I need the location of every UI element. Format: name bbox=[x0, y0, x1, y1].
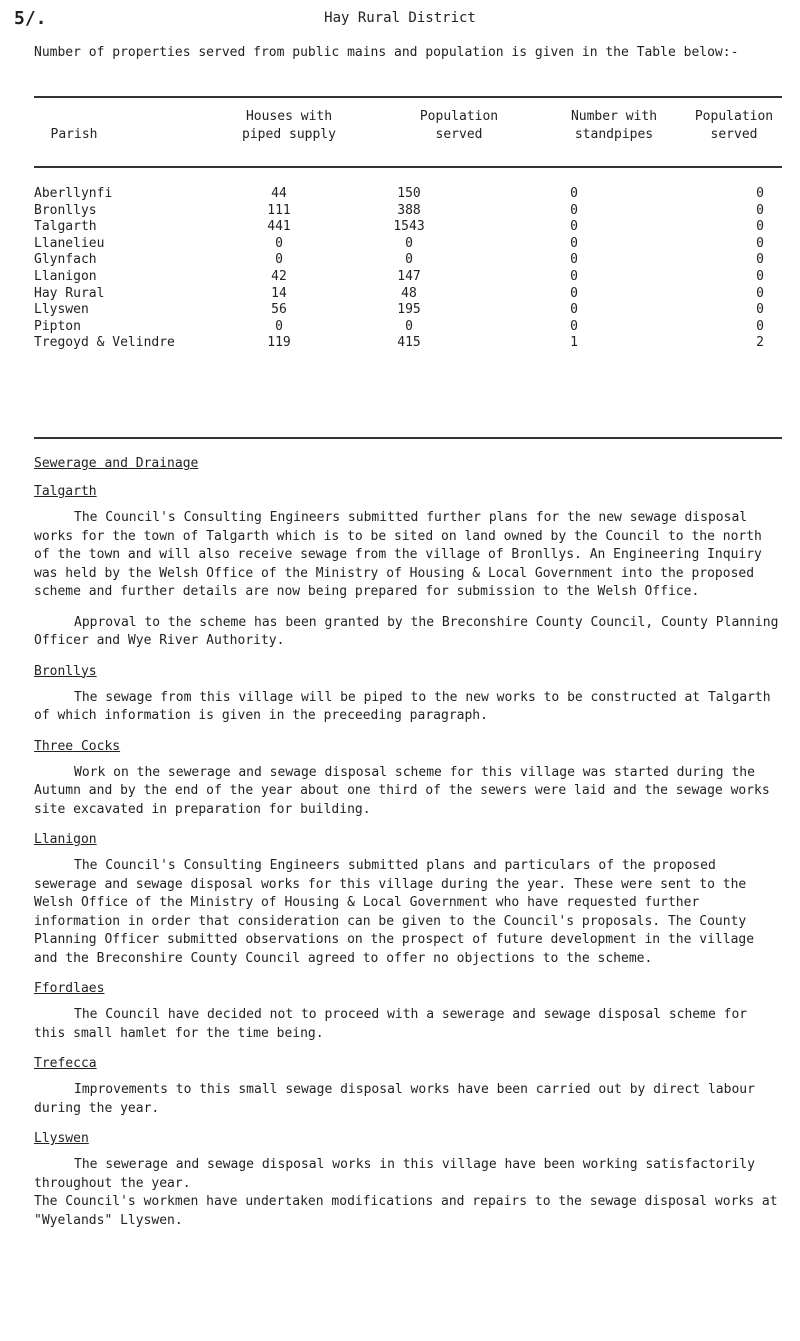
parish-cell: Llanigon bbox=[34, 268, 97, 284]
population-cell: 48 bbox=[401, 285, 417, 301]
parish-cell: Llyswen bbox=[34, 302, 89, 318]
table-row bbox=[34, 269, 764, 286]
houses-cell: 0 bbox=[275, 318, 283, 334]
parish-cell: Tregoyd & Velindre bbox=[34, 335, 175, 351]
population-cell: 1543 bbox=[393, 219, 425, 235]
paragraph: Work on the sewerage and sewage disposal scheme for this village was started during the Autumn and by the end of the year about one third of the sewers were laid and the sewage works site excavated in preparation for building. bbox=[34, 764, 770, 817]
table-row bbox=[34, 302, 764, 319]
subheading-talgarth: Talgarth bbox=[34, 484, 97, 499]
standpipes-cell: 1 bbox=[570, 335, 578, 351]
table-row bbox=[34, 236, 764, 253]
paragraph: The Council's Consulting Engineers submitted further plans for the new sewage disposal works for the town of Talgarth which is to be sited on land owned by the Council to the north of the town and will also receive sewage from the village of Bronllys. An Engineering Inquiry was held by the Welsh Office of the Ministry of Housing & Local Government into the proposed scheme and further details are now being prepared for submission to the Welsh Office. bbox=[34, 510, 762, 599]
header-houses: Houses with piped supply bbox=[242, 109, 336, 142]
table-row bbox=[34, 335, 764, 352]
table-row bbox=[34, 319, 764, 336]
subheading-bronllys: Bronllys bbox=[34, 663, 97, 679]
paragraph: The sewage from this village will be piped to the new works to be constructed at Talgarth of which information is given in the preceeding paragraph. bbox=[34, 689, 771, 723]
parish-cell: Talgarth bbox=[34, 219, 97, 235]
houses-cell: 119 bbox=[267, 335, 291, 351]
parish-cell: Aberllynfi bbox=[34, 186, 113, 201]
page-number: 5/. bbox=[14, 8, 47, 29]
standpipes-cell: 0 bbox=[570, 202, 578, 218]
standpipes-cell: 0 bbox=[570, 268, 578, 284]
population-cell: 195 bbox=[397, 302, 421, 318]
header-population-served-2: Population served bbox=[694, 109, 774, 142]
population-cell: 388 bbox=[397, 202, 421, 218]
header-population-served-1: Population served bbox=[419, 109, 499, 142]
standpipes-cell: 0 bbox=[570, 252, 578, 268]
population-cell: 0 bbox=[405, 318, 413, 334]
table-header bbox=[34, 108, 784, 152]
header-parish: Parish bbox=[50, 127, 98, 142]
population-cell: 0 bbox=[405, 252, 413, 268]
table-header-rule bbox=[34, 166, 782, 168]
houses-cell: 56 bbox=[271, 302, 287, 318]
population-cell: 415 bbox=[397, 335, 421, 351]
parish-cell: Bronllys bbox=[34, 202, 97, 218]
table-row bbox=[34, 186, 764, 203]
parish-cell: Llanelieu bbox=[34, 235, 105, 251]
paragraph: The Council's Consulting Engineers submitted plans and particulars of the proposed sewerage and sewage disposal works for this village during the year. These were sent to the Welsh Office of the Ministry of Housing & Local Government who have requested further information in order that consideration can be given to the Council's proposals. The County Planning Officer submitted observations on the prospect of future development in the village and the Breconshire County Council agreed to offer no objections to the scheme. bbox=[34, 858, 755, 966]
standpipe-population-cell: 0 bbox=[756, 252, 764, 268]
header-standpipes: Number with standpipes bbox=[570, 109, 658, 142]
standpipes-cell: 0 bbox=[570, 219, 578, 235]
standpipe-population-cell: 0 bbox=[756, 318, 764, 334]
table-row bbox=[34, 219, 764, 236]
houses-cell: 111 bbox=[267, 202, 291, 218]
sewerage-section bbox=[34, 455, 784, 1230]
standpipe-population-cell: 0 bbox=[756, 202, 764, 218]
paragraph: The sewerage and sewage disposal works in this village have been working satisfactorily throughout the year. bbox=[34, 1157, 755, 1191]
standpipe-population-cell: 0 bbox=[756, 302, 764, 318]
houses-cell: 441 bbox=[267, 219, 291, 235]
table-row bbox=[34, 252, 764, 269]
paragraph: Improvements to this small sewage disposal works have been carried out by direct labour during the year. bbox=[34, 1082, 755, 1116]
standpipe-population-cell: 0 bbox=[756, 186, 764, 201]
section-heading: Sewerage and Drainage bbox=[34, 456, 199, 471]
paragraph: The Council's workmen have undertaken modifications and repairs to the sewage disposal works at "Wyelands" Llyswen. bbox=[34, 1194, 778, 1228]
houses-cell: 42 bbox=[271, 268, 287, 284]
houses-cell: 0 bbox=[275, 235, 283, 251]
standpipes-cell: 0 bbox=[570, 302, 578, 318]
houses-cell: 14 bbox=[271, 285, 287, 301]
standpipe-population-cell: 0 bbox=[756, 219, 764, 235]
standpipe-population-cell: 0 bbox=[756, 235, 764, 251]
paragraph: The Council have decided not to proceed with a sewerage and sewage disposal scheme for this small hamlet for the time being. bbox=[34, 1007, 748, 1041]
standpipe-population-cell: 0 bbox=[756, 268, 764, 284]
population-cell: 150 bbox=[397, 186, 421, 201]
parish-cell: Pipton bbox=[34, 318, 81, 334]
subheading-three-cocks: Three Cocks bbox=[34, 738, 121, 754]
standpipes-cell: 0 bbox=[570, 285, 578, 301]
running-head: Hay Rural District bbox=[324, 10, 476, 26]
standpipes-cell: 0 bbox=[570, 318, 578, 334]
population-cell: 147 bbox=[397, 268, 421, 284]
table-row bbox=[34, 286, 764, 303]
population-cell: 0 bbox=[405, 235, 413, 251]
houses-cell: 44 bbox=[271, 186, 287, 201]
paragraph: Approval to the scheme has been granted by the Breconshire County Council, County Planning Officer and Wye River Authority. bbox=[34, 614, 779, 648]
standpipe-population-cell: 0 bbox=[756, 285, 764, 301]
parish-cell: Glynfach bbox=[34, 252, 97, 268]
table-row bbox=[34, 203, 764, 220]
subheading-llyswen: Llyswen bbox=[34, 1131, 89, 1146]
water-supply-table bbox=[34, 186, 764, 352]
subheading-ffordlaes: Ffordlaes bbox=[34, 981, 105, 996]
parish-cell: Hay Rural bbox=[34, 285, 105, 301]
standpipes-cell: 0 bbox=[570, 235, 578, 251]
intro-text: Number of properties served from public mains and population is given in the Table below:- bbox=[34, 45, 739, 60]
standpipe-population-cell: 2 bbox=[756, 335, 764, 351]
table-bottom-rule bbox=[34, 437, 782, 439]
subheading-llanigon: Llanigon bbox=[34, 832, 97, 847]
subheading-trefecca: Trefecca bbox=[34, 1056, 97, 1071]
standpipes-cell: 0 bbox=[570, 186, 578, 201]
houses-cell: 0 bbox=[275, 252, 283, 268]
table-top-rule bbox=[34, 96, 782, 98]
